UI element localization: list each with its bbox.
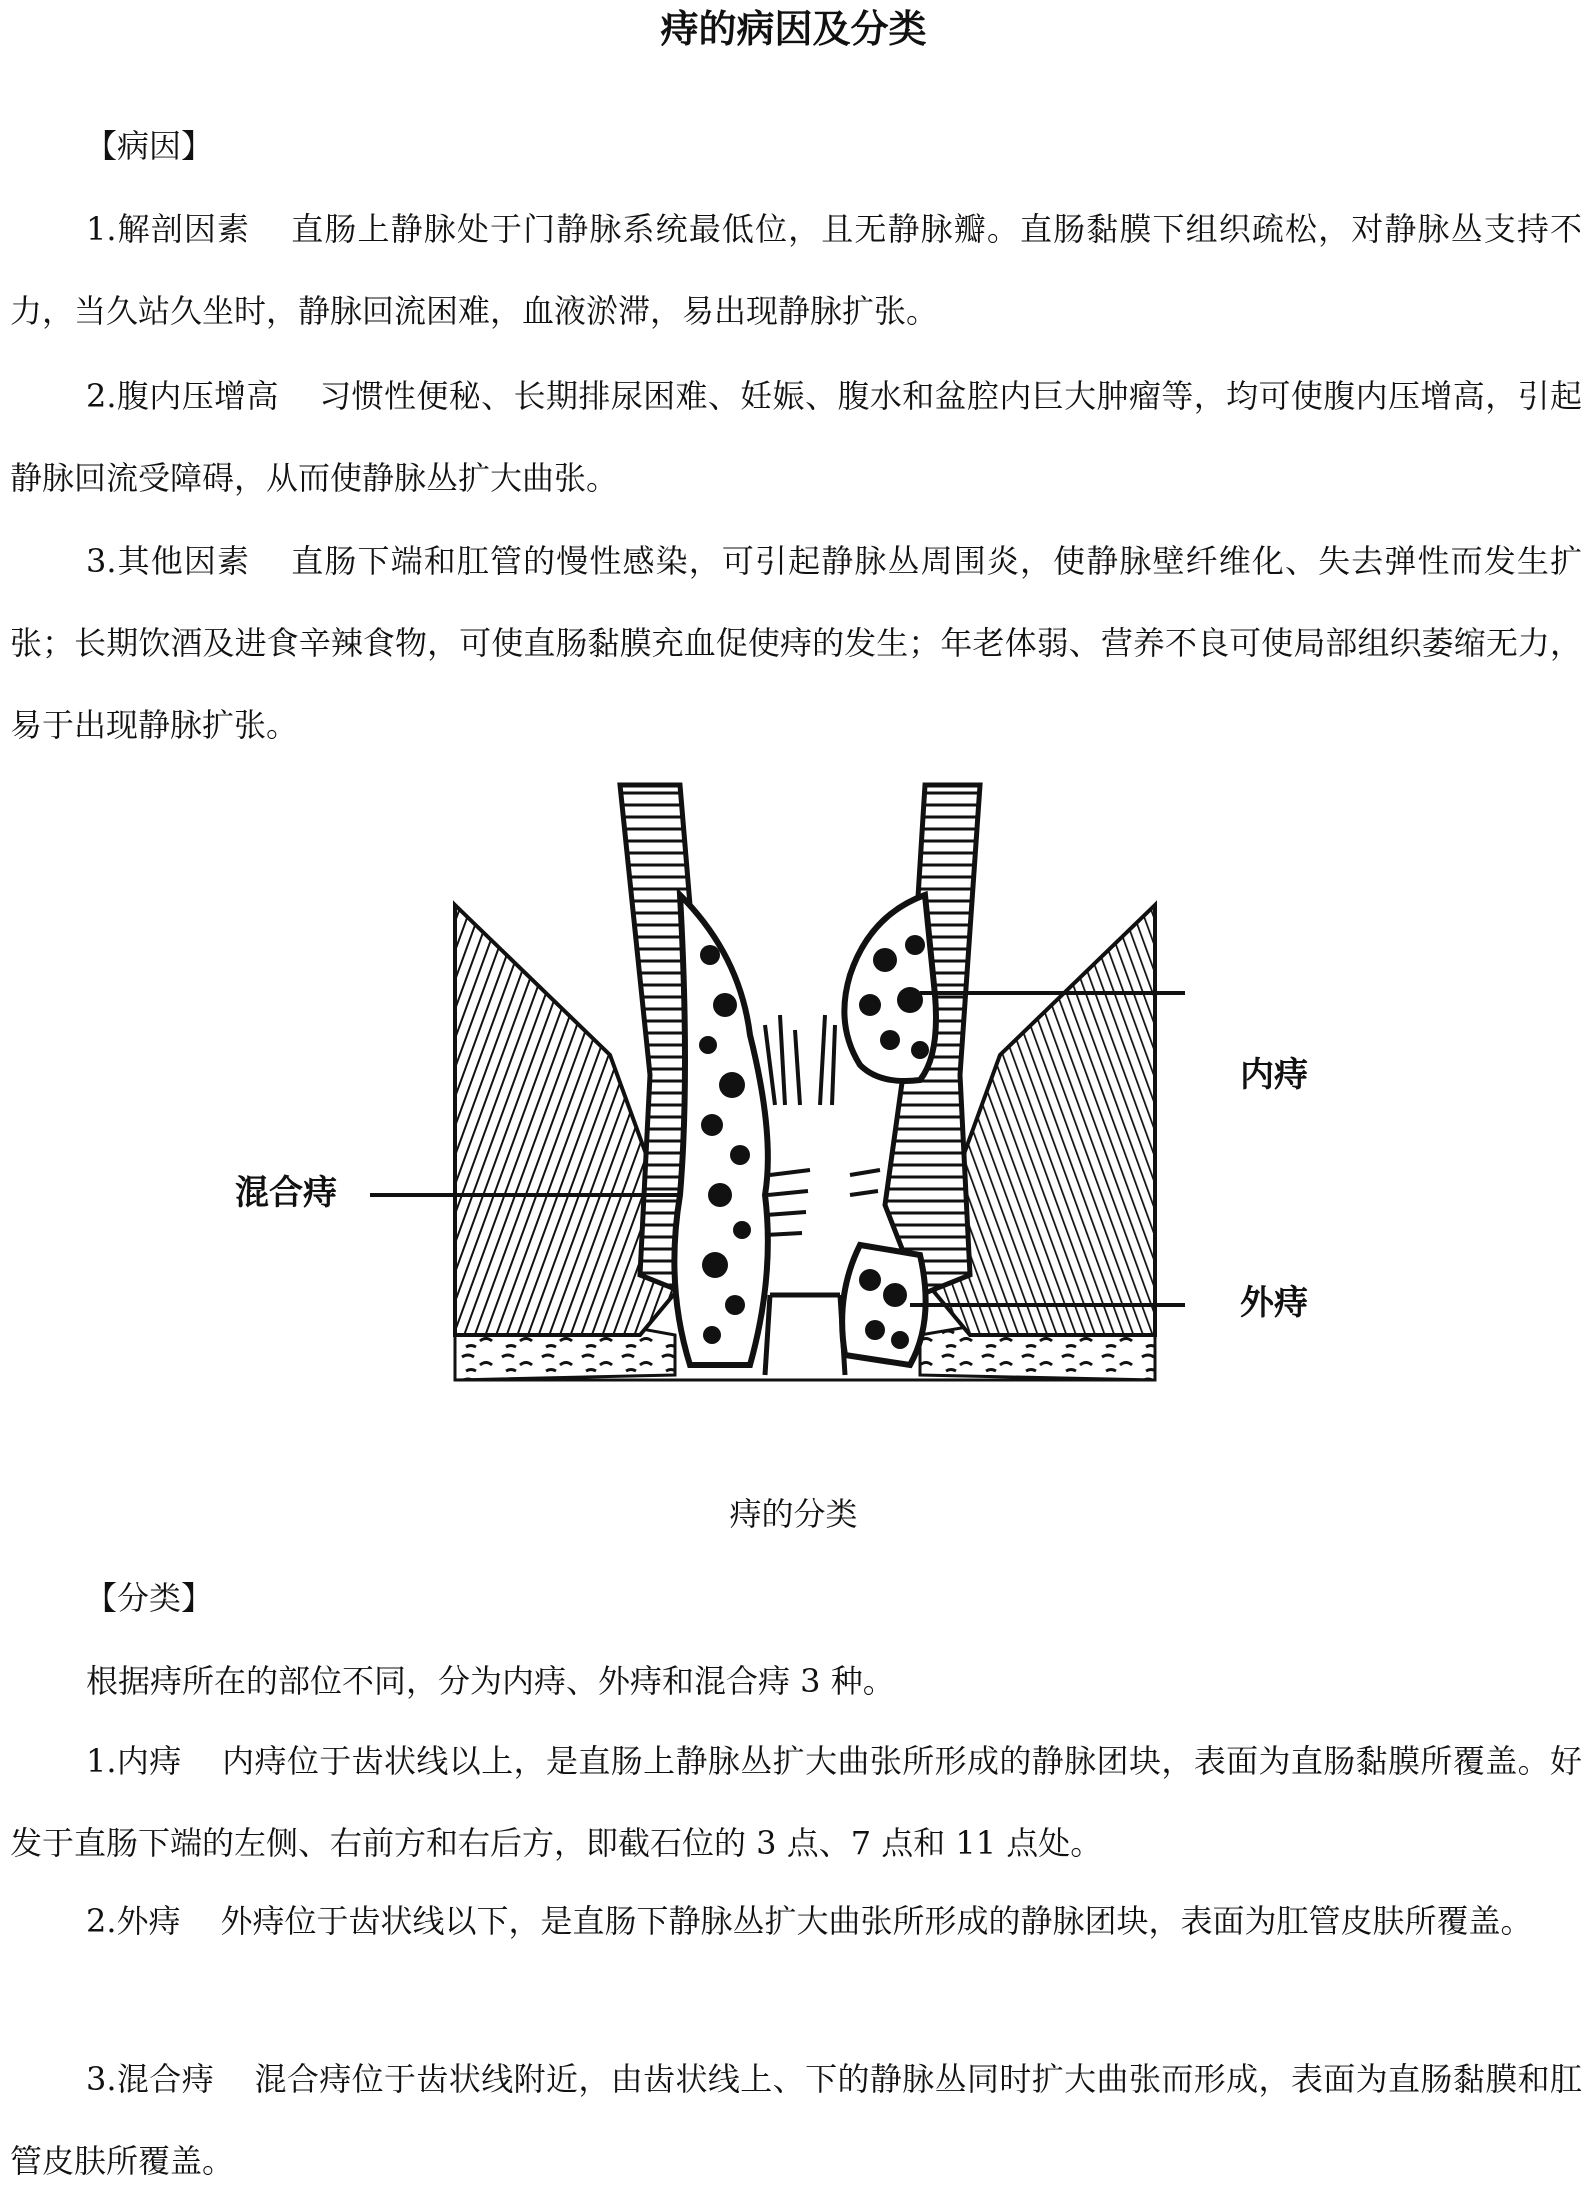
class-1-text: 内痔位于齿状线以上，是直肠上静脉丛扩大曲张所形成的静脉团块，表面为直肠黏膜所覆盖。好发于直肠下端的左侧、右前方和右后方，即截石位的 3 点、7 点和 11 点处。 bbox=[10, 1742, 1582, 1862]
hemorrhoid-classification-figure bbox=[220, 775, 1370, 1435]
figure-caption: 痔的分类 bbox=[729, 1495, 858, 1533]
class-3-text: 混合痔位于齿状线附近，由齿状线上、下的静脉丛同时扩大曲张而形成，表面为直肠黏膜和肛管皮肤所覆盖。 bbox=[10, 2060, 1582, 2180]
class-2-text: 外痔位于齿状线以下，是直肠下静脉丛扩大曲张所形成的静脉团块，表面为肛管皮肤所覆盖。 bbox=[220, 1902, 1533, 1940]
cause-3-text: 直肠下端和肛管的慢性感染，可引起静脉丛周围炎，使静脉壁纤维化、失去弹性而发生扩张；长期饮酒及进食辛辣食物，可使直肠黏膜充血促使痔的发生；年老体弱、营养不良可使局部组织萎缩无力，易于出现静脉扩张。 bbox=[10, 542, 1582, 744]
class-intro: 根据痔所在的部位不同，分为内痔、外痔和混合痔 3 种。 bbox=[86, 1662, 895, 1700]
class-1-lead: 1.内痔 bbox=[86, 1742, 182, 1780]
cause-paragraph-1 bbox=[10, 188, 1582, 352]
label-external-hemorrhoid: 外痔 bbox=[1240, 1283, 1308, 1323]
class-paragraph-3 bbox=[10, 2038, 1582, 2202]
label-internal-hemorrhoid: 内痔 bbox=[1240, 1055, 1308, 1095]
label-mixed-hemorrhoid: 混合痔 bbox=[235, 1173, 337, 1213]
page-title: 痔的病因及分类 bbox=[660, 7, 927, 51]
cause-2-lead: 2.腹内压增高 bbox=[86, 377, 279, 415]
class-paragraph-1 bbox=[10, 1720, 1582, 1884]
cause-1-lead: 1.解剖因素 bbox=[86, 210, 251, 248]
cause-1-text: 直肠上静脉处于门静脉系统最低位，且无静脉瓣。直肠黏膜下组织疏松，对静脉丛支持不力，当久站久坐时，静脉回流困难，血液淤滞，易出现静脉扩张。 bbox=[10, 210, 1582, 330]
cause-paragraph-2 bbox=[10, 355, 1582, 519]
anorectal-illustration bbox=[220, 775, 1370, 1435]
cause-paragraph-3 bbox=[10, 520, 1582, 766]
class-3-lead: 3.混合痔 bbox=[86, 2060, 215, 2098]
cause-3-lead: 3.其他因素 bbox=[86, 542, 251, 580]
class-2-lead: 2.外痔 bbox=[86, 1902, 181, 1940]
class-heading: 【分类】 bbox=[85, 1579, 214, 1617]
cause-2-text: 习惯性便秘、长期排尿困难、妊娠、腹水和盆腔内巨大肿瘤等，均可使腹内压增高，引起静脉回流受障碍，从而使静脉丛扩大曲张。 bbox=[10, 377, 1582, 497]
cause-heading: 【病因】 bbox=[85, 127, 214, 165]
class-paragraph-2 bbox=[10, 1880, 1582, 1962]
